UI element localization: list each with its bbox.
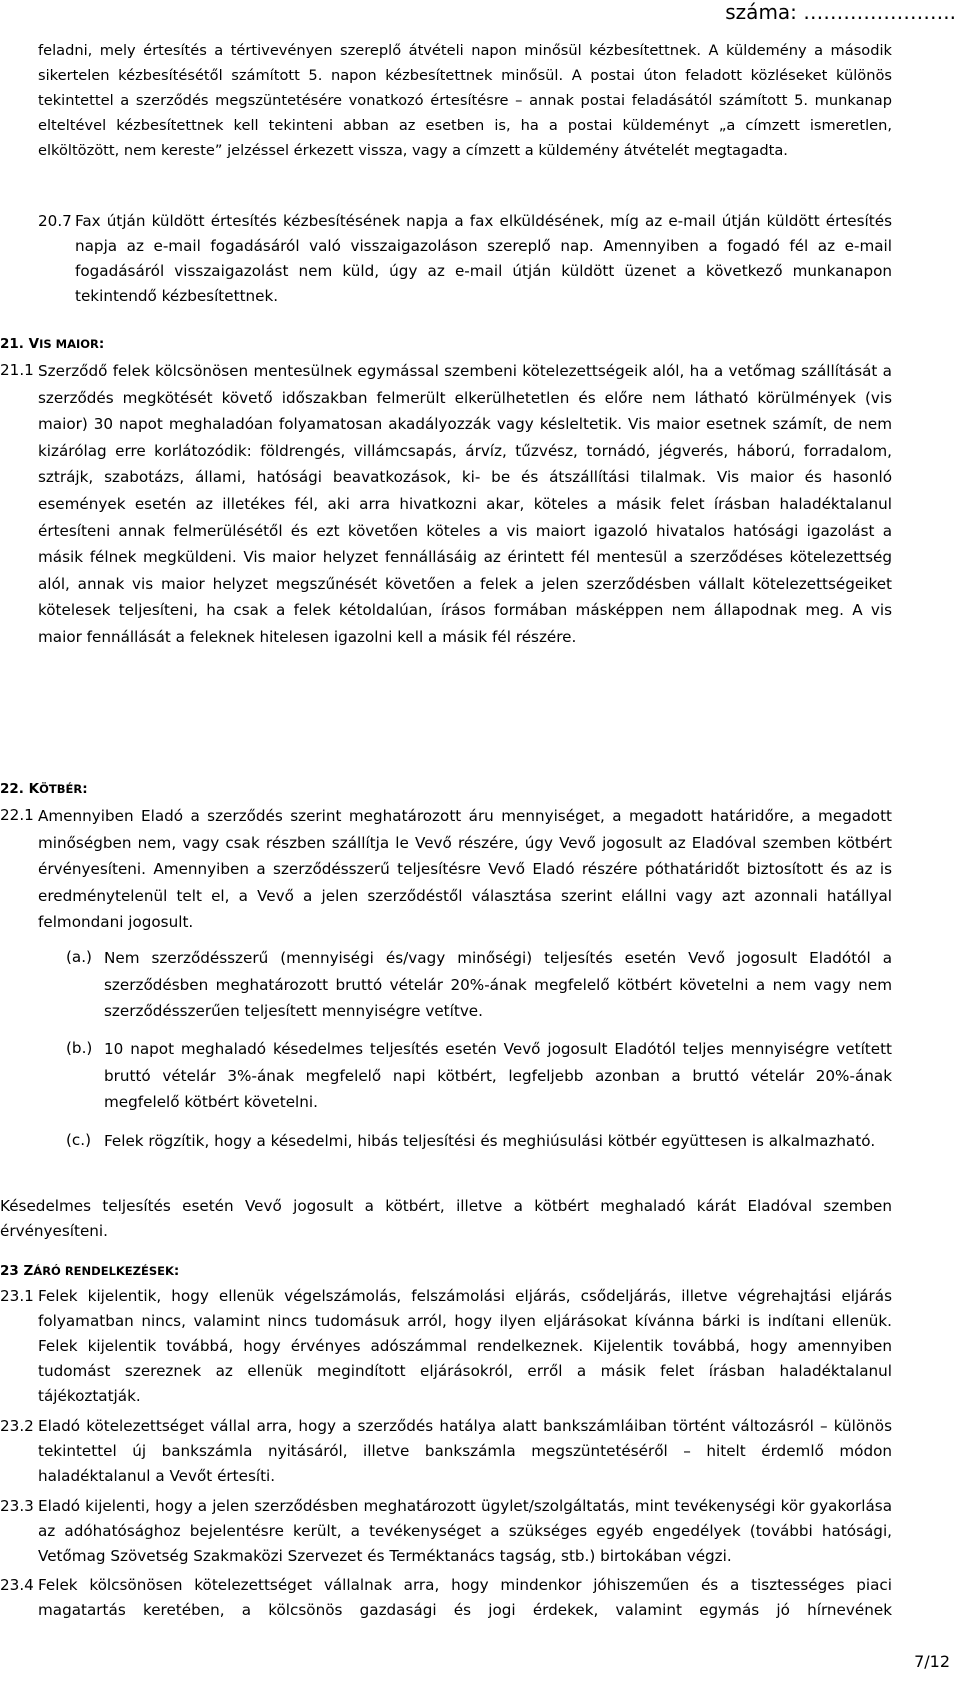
clause-number: 23.2 xyxy=(0,1417,34,1435)
clause-text: Felek kölcsönösen kötelezettséget vállalnak arra, hogy mindenkor jóhiszeműen és a tisztességes piaci magatartás keretében, a kölcsönös gazdasági és jogi érdekek, valamint egymás jó hírnevének xyxy=(38,1576,892,1619)
clause-number: 23.4 xyxy=(0,1576,34,1594)
section-title-colon: : xyxy=(173,1263,180,1279)
section-title-zaro-rendelkezesek xyxy=(0,1259,179,1284)
section-title-colon: : xyxy=(98,336,105,352)
clause-text: Eladó kötelezettséget vállal arra, hogy a szerződés hatálya alatt bankszámláiban történt változásról – különös tekintettel új bankszámla nyitásáról, illetve bankszámla megszüntetéséről – hitelt érdemlő módon haladéktalanul a Vevőt értesíti. xyxy=(38,1417,892,1485)
section-title-rest: ÁRÓ RENDELKEZÉSEK xyxy=(33,1264,174,1278)
paragraph-delivery-rules: feladni, mely értesítés a tértivevényen szereplő átvételi napon minősül kézbesítettnek. A küldemény a második sikertelen kézbesítésétől számított 5. napon kézbesítettnek minősül. A postai úton feladott közléseket különös tekintettel a szerződés megszüntetésére vonatkozó értesítésre – annak postai feladásától számított 5. munkanap elteltével kézbesítettnek kell tekinteni abban az esetben is, ha a postai küldeményt „a címzett ismeretlen, elköltözött, nem kereste” jelzéssel érkezett vissza, vagy a címzett a küldemény átvételét megtagadta. xyxy=(38,42,892,159)
clause-text: Eladó kijelenti, hogy a jelen szerződésben meghatározott ügylet/szolgáltatás, mint tevékenységi kör gyakorlása az adóhatósághoz bejelentésre került, a tevékenységet a szükséges egyéb engedélyek (további hatósági, Vetőmag Szövetség Szakmaközi Szervezet és Terméktanács tagság, stb.) birtokában végzi. xyxy=(38,1497,892,1565)
clause-text: Felek kijelentik, hogy ellenük végelszámolás, felszámolási eljárás, csődeljárás, illetve végrehajtási eljárás folyamatban nincs, valamint nincs tudomásuk arról, hogy ilyen eljárásokat kívánna bárki is indítani ellenük. Felek kijelentik továbbá, hogy érvényes adószámmal rendelkeznek. Kijelentik továbbá, hogy amennyiben tudomást szereznek az ellenük megindított eljárásokról, erről a másik felet írásban haladéktalanul tájékoztatják. xyxy=(38,1287,892,1405)
section-title-colon: : xyxy=(82,781,88,797)
section-title-kotber xyxy=(0,777,88,802)
section-title-rest: ÖTBÉR xyxy=(39,782,83,796)
section-number: 23 xyxy=(0,1263,19,1279)
item-text: Nem szerződésszerű (mennyiségi és/vagy minőségi) teljesítés esetén Vevő jogosult Eladótól a szerződésben meghatározott bruttó vételár 20%-ának megfelelő kötbért követelni a nem vagy nem szerződésszerűen teljesített mennyiségre vetítve. xyxy=(104,949,892,1020)
clause-number: 23.3 xyxy=(0,1497,34,1515)
item-label: (a.) xyxy=(66,948,92,966)
section-title-initial: V xyxy=(28,336,40,352)
section-title-vis-maior xyxy=(0,332,104,357)
clause-text: Szerződő felek kölcsönösen mentesülnek egymással szembeni kötelezettségeik alól, ha a vetőmag szállítását a szerződés megkötését követő időszakban felmerült elkerülhetetlen és előre nem látható körülmények (vis maior) 30 napot meghaladóan folyamatosan akadályozzák vagy késleltetik. Vis maior esetnek számít, de nem kizárólag erre korlátozódik: földrengés, villámcsapás, árvíz, tűzvész, tornádó, jégverés, háború, forradalom, sztrájk, szabotázs, állami, hatósági beavatkozások, ki- be és átszállítási tilalmak. Vis maior és hasonló események esetén az illetékes fél, aki arra hivatkozni akar, köteles a másik felet írásban haladéktalanul értesíteni annak felmerülésétől és ezt követően köteles a vis maiort igazoló hivatalos hatósági igazolást a másik félnek megküldeni. Vis maior helyzet fennállásáig az érintett fél mentesül a szerződéses kötelezettség alól, annak vis maior helyzet megszűnését követően a felek a jelen szerződésben vállalt kötelezettségeiket kötelesek teljesíteni, ha csak a felek kétoldalúan, írásos formában másképpen nem állapodnak meg. A vis maior fennállását a feleknek hitelesen igazolni kell a másik fél részére. xyxy=(38,362,892,646)
item-label: (c.) xyxy=(66,1131,92,1149)
item-label: (b.) xyxy=(66,1039,93,1057)
section-title-initial: K xyxy=(28,781,40,797)
clause-number: 23.1 xyxy=(0,1287,34,1305)
section-title-rest: IS MAIOR xyxy=(39,337,99,351)
clause-number: 20.7 xyxy=(38,212,72,230)
section-number: 21. xyxy=(0,336,24,352)
item-text: 10 napot meghaladó késedelmes teljesítés esetén Vevő jogosult Eladótól teljes mennyiségre vetített bruttó vételár 3%-ának megfelelő napi kötbért, legfeljebb azonban a bruttó vételár 20%-ának megfelelő kötbért követelni. xyxy=(104,1040,892,1111)
page-number: 7/12 xyxy=(914,1652,950,1671)
paragraph-kotber-closing: Késedelmes teljesítés esetén Vevő jogosult a kötbért, illetve a kötbért meghaladó kárát Eladóval szemben érvényesíteni. xyxy=(0,1197,892,1240)
section-number: 22. xyxy=(0,781,24,797)
clause-number: 22.1 xyxy=(0,806,34,824)
contract-number-header: száma: ………………….. xyxy=(725,0,956,24)
clause-text: Amennyiben Eladó a szerződés szerint meghatározott áru mennyiséget, a megadott határidőre, a megadott minőségben nem, vagy csak részben szállítja le Vevő részére, úgy Vevő jogosult az Eladóval szemben kötbért érvényesíteni. Amennyiben a szerződésszerű teljesítésre Vevő Eladó részére póthatáridőt biztosított és az is eredménytelenül telt el, a Vevő a jelen szerződéstől választása szerint elállni vagy azt azonnali hatállyal felmondani jogosult. xyxy=(38,807,892,931)
clause-text: Fax útján küldött értesítés kézbesítésének napja a fax elküldésének, míg az e-mail útján küldött értesítés napja az e-mail fogadásáról való visszaigazoláson szereplő nap. Amennyiben a fogadó fél az e-mail fogadásáról visszaigazolást nem küld, úgy az e-mail útján küldött üzenet a következő munkanapon tekintendő kézbesítettnek. xyxy=(75,212,892,305)
clause-number: 21.1 xyxy=(0,361,34,379)
section-title-initial: Z xyxy=(23,1263,34,1279)
item-text: Felek rögzítik, hogy a késedelmi, hibás teljesítési és meghiúsulási kötbér együttesen is alkalmazható. xyxy=(104,1132,876,1150)
